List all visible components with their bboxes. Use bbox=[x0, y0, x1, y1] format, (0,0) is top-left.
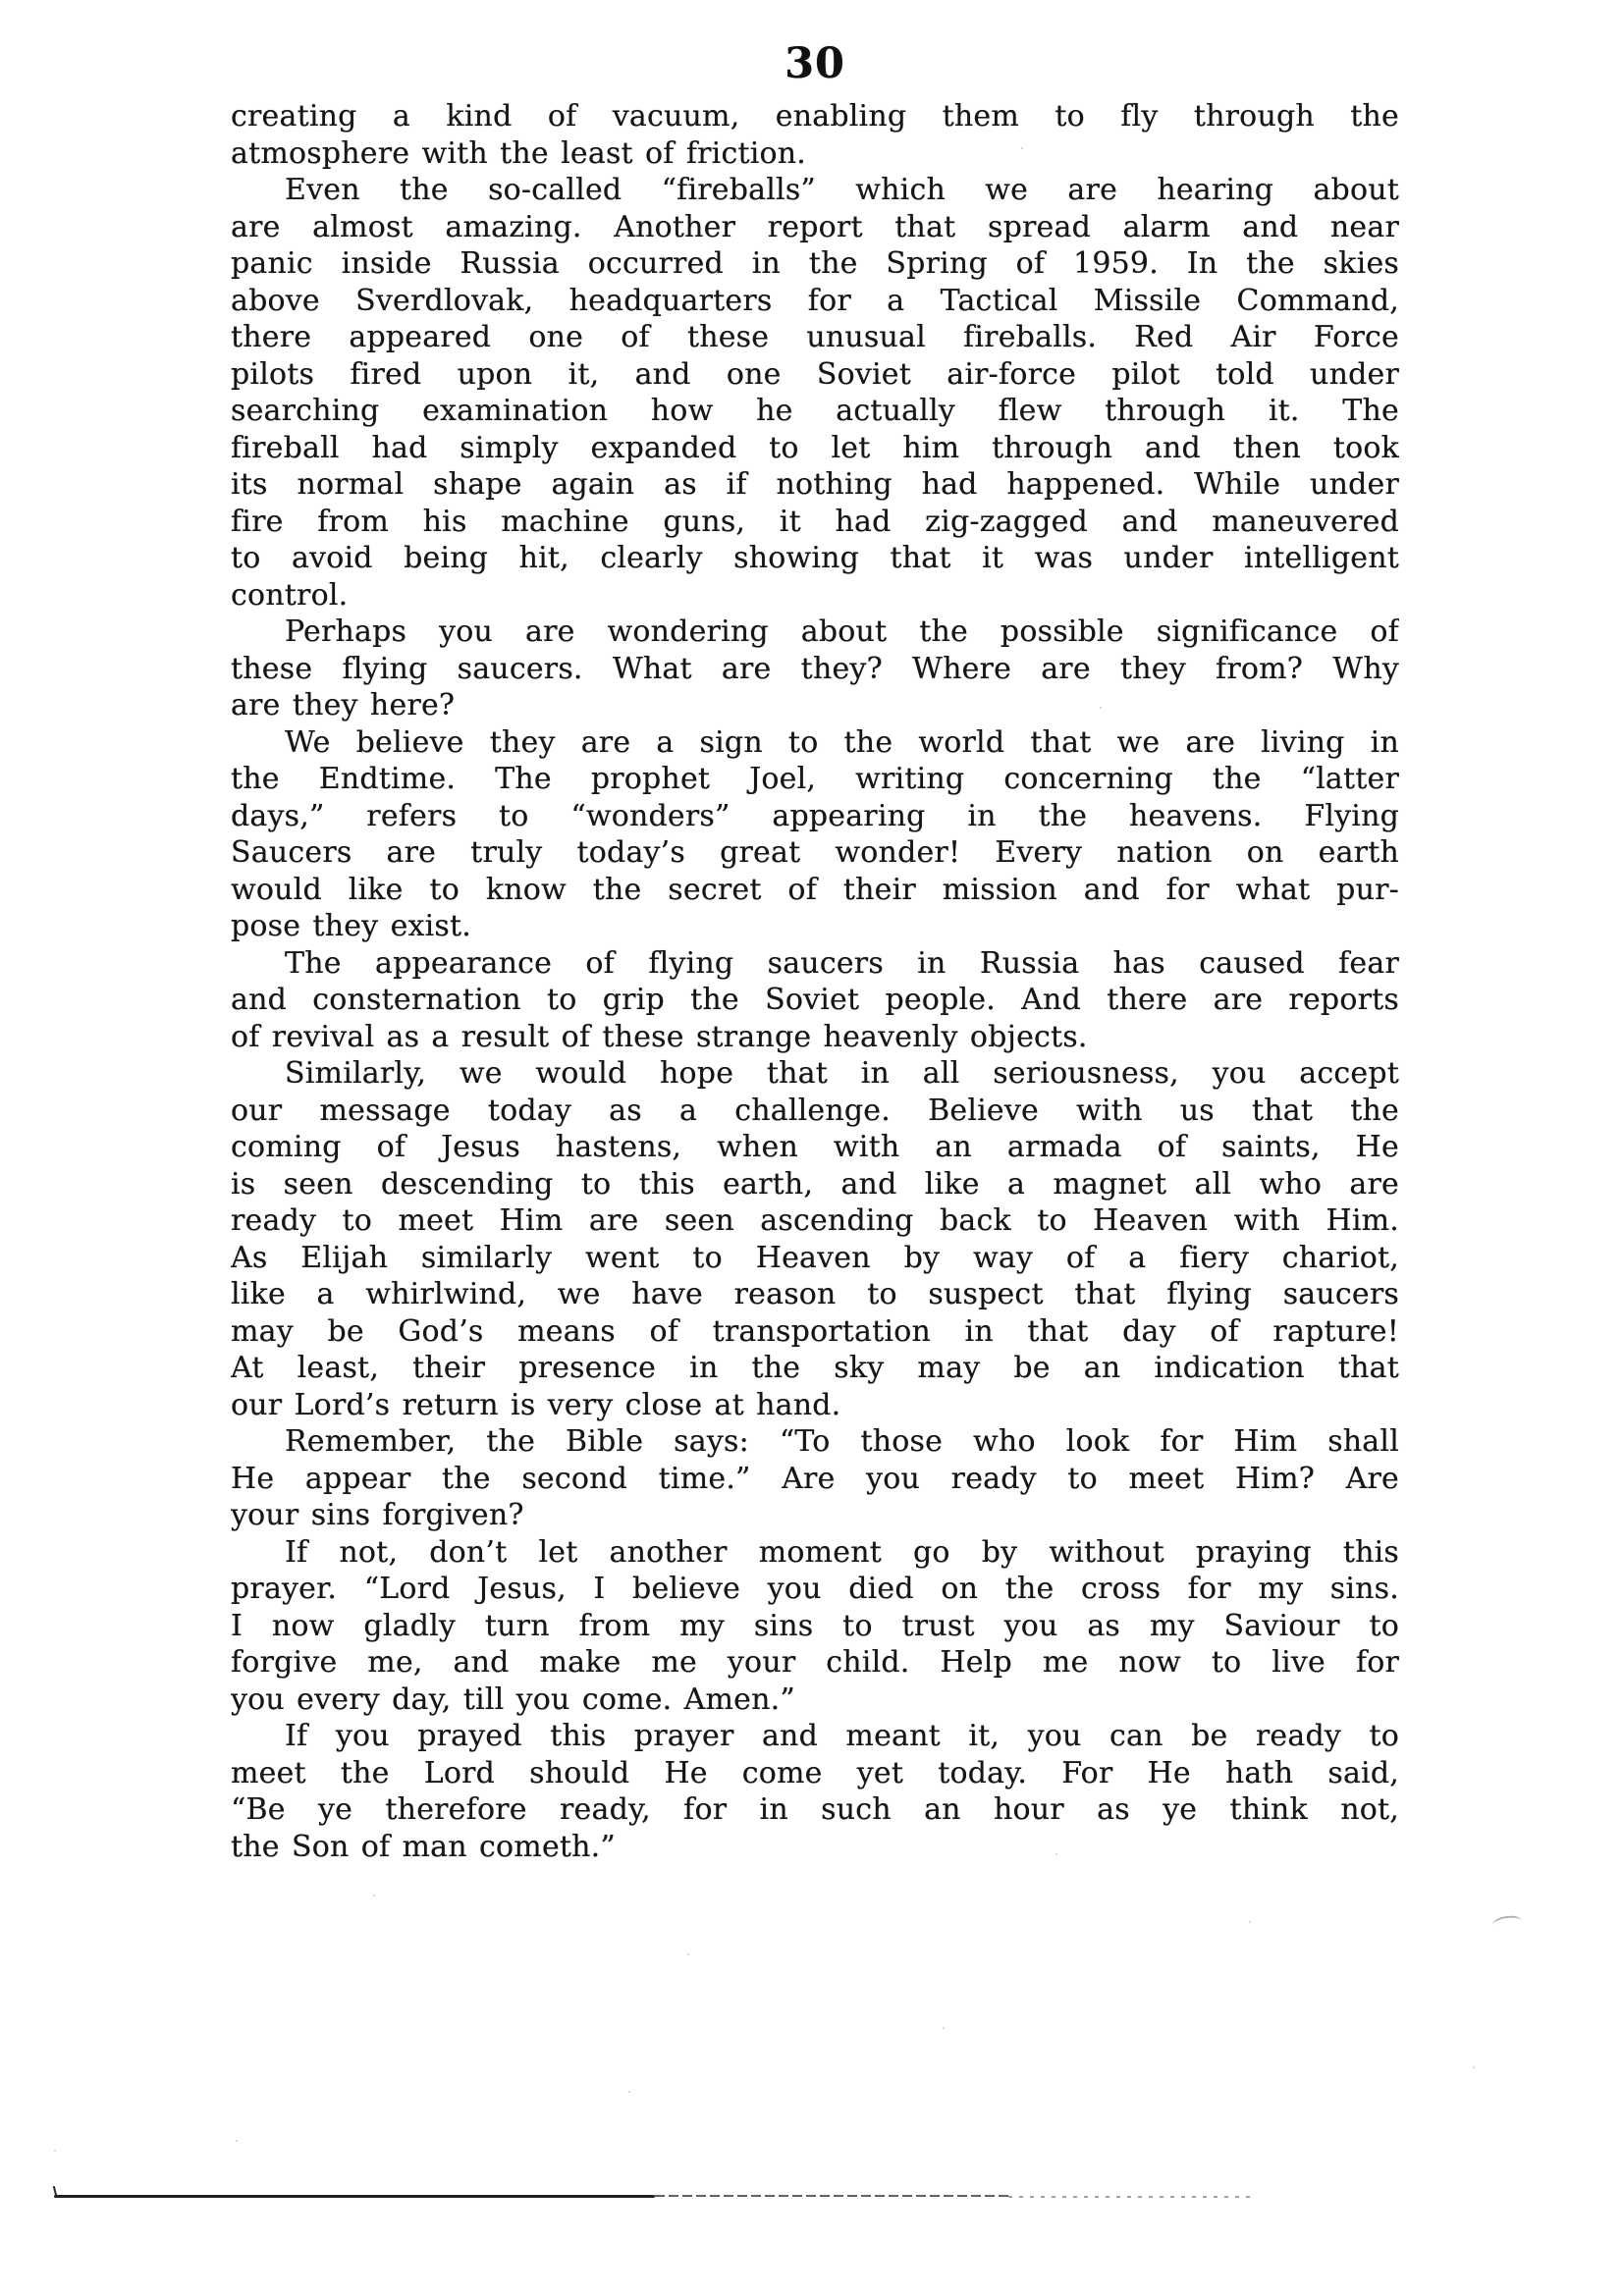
text-line: above Sverdlovak, headquarters for a Tactical Missile Command, bbox=[231, 283, 1399, 318]
text-line: atmosphere with the least of friction. bbox=[231, 135, 807, 171]
scan-speck bbox=[1473, 2066, 1475, 2068]
text-line: like a whirlwind, we have reason to suspect that flying saucers bbox=[231, 1277, 1399, 1311]
paragraph bbox=[231, 172, 1399, 614]
text-line: these flying saucers. What are they? Where are they from? Why bbox=[231, 651, 1399, 686]
text-line: are they here? bbox=[231, 688, 456, 722]
scan-speck bbox=[628, 2091, 630, 2093]
text-line: If you prayed this prayer and meant it, you can be ready to bbox=[285, 1719, 1399, 1753]
text-line: you every day, till you come. Amen.” bbox=[231, 1682, 795, 1717]
scan-speck bbox=[236, 2140, 238, 2142]
paragraph bbox=[231, 1423, 1399, 1534]
text-line: fire from his machine guns, it had zig-zagged and maneuvered bbox=[231, 504, 1399, 539]
text-line: coming of Jesus hastens, when with an armada of saints, He bbox=[231, 1130, 1399, 1164]
paragraph bbox=[231, 1534, 1399, 1719]
text-line: The appearance of flying saucers in Russia has caused fear bbox=[285, 945, 1399, 981]
scan-artifact-line-right bbox=[1008, 2196, 1254, 2198]
paragraph bbox=[231, 724, 1399, 945]
text-line: Similarly, we would hope that in all seriousness, you accept bbox=[285, 1056, 1399, 1091]
text-line: He appear the second time.” Are you ready to meet Him? Are bbox=[231, 1461, 1399, 1496]
scan-speck bbox=[54, 2150, 56, 2152]
text-line: creating a kind of vacuum, enabling them to fly through the bbox=[231, 99, 1399, 133]
paragraph bbox=[231, 98, 1399, 172]
text-line: the Endtime. The prophet Joel, writing concerning the “latter bbox=[231, 762, 1399, 796]
paragraph bbox=[231, 614, 1399, 724]
text-line: to avoid being hit, clearly showing that it was under intelligent bbox=[231, 541, 1399, 575]
page-number: 30 bbox=[784, 39, 845, 88]
text-line: of revival as a result of these strange heavenly objects. bbox=[231, 1019, 1088, 1054]
text-line: Saucers are truly today’s great wonder! Every nation on earth bbox=[231, 835, 1399, 870]
scan-speck bbox=[943, 2027, 945, 2029]
text-line: may be God’s means of transportation in that day of rapture! bbox=[231, 1313, 1399, 1349]
scan-artifact-line-middle bbox=[655, 2195, 1008, 2197]
text-line: fireball had simply expanded to let him through and then took bbox=[231, 430, 1399, 465]
text-line: Remember, the Bible says: “To those who look for Him shall bbox=[285, 1424, 1399, 1459]
paragraph bbox=[231, 1718, 1399, 1865]
text-line: pilots fired upon it, and one Soviet air-force pilot told under bbox=[231, 356, 1399, 392]
text-line: prayer. “Lord Jesus, I believe you died on the cross for my sins. bbox=[231, 1572, 1399, 1606]
text-line: and consternation to grip the Soviet people. And there are reports bbox=[231, 983, 1399, 1017]
text-line: the Son of man cometh.” bbox=[231, 1829, 616, 1864]
text-line: days,” refers to “wonders” appearing in the heavens. Flying bbox=[231, 798, 1399, 833]
paragraph bbox=[231, 1055, 1399, 1423]
text-line: “Be ye therefore ready, for in such an hour as ye think not, bbox=[231, 1792, 1399, 1827]
text-line: We believe they are a sign to the world that we are living in bbox=[285, 724, 1399, 760]
text-line: is seen descending to this earth, and like a magnet all who are bbox=[231, 1166, 1399, 1201]
text-line: As Elijah similarly went to Heaven by way of a fiery chariot, bbox=[231, 1240, 1399, 1275]
text-line: searching examination how he actually flew through it. The bbox=[231, 394, 1399, 428]
scan-speck bbox=[687, 1953, 689, 1955]
text-line: are almost amazing. Another report that spread alarm and near bbox=[231, 209, 1399, 244]
paragraph bbox=[231, 945, 1399, 1056]
text-line: I now gladly turn from my sins to trust you as my Saviour to bbox=[231, 1608, 1399, 1643]
text-line: would like to know the secret of their mission and for what pur- bbox=[231, 872, 1399, 907]
text-line: there appeared one of these unusual fireballs. Red Air Force bbox=[231, 320, 1399, 354]
text-line: our Lord’s return is very close at hand. bbox=[231, 1387, 841, 1422]
text-line: meet the Lord should He come yet today. For He hath said, bbox=[231, 1755, 1399, 1790]
scan-speck bbox=[373, 1895, 375, 1896]
text-line: your sins forgiven? bbox=[231, 1498, 524, 1532]
text-line: control. bbox=[231, 577, 349, 613]
text-line: our message today as a challenge. Believe with us that the bbox=[231, 1093, 1399, 1128]
scan-speck bbox=[1249, 1921, 1251, 1923]
scan-mark-tilde bbox=[1491, 1914, 1523, 1932]
text-line: forgive me, and make me your child. Help me now to live for bbox=[231, 1645, 1399, 1680]
text-block bbox=[231, 98, 1399, 1865]
text-line: ready to meet Him are seen ascending back to Heaven with Him. bbox=[231, 1203, 1399, 1238]
text-line: Even the so-called “fireballs” which we are hearing about bbox=[285, 173, 1399, 207]
text-line: its normal shape again as if nothing had happened. While under bbox=[231, 467, 1399, 502]
text-line: If not, don’t let another moment go by without praying this bbox=[285, 1534, 1399, 1570]
text-line: At least, their presence in the sky may be an indication that bbox=[231, 1351, 1399, 1385]
text-line: pose they exist. bbox=[231, 909, 472, 943]
text-line: panic inside Russia occurred in the Spring of 1959. In the skies bbox=[231, 246, 1399, 281]
scan-artifact-line-left bbox=[54, 2195, 655, 2198]
scan-artifact-curl bbox=[53, 2186, 57, 2196]
text-line: Perhaps you are wondering about the possible significance of bbox=[285, 614, 1399, 649]
